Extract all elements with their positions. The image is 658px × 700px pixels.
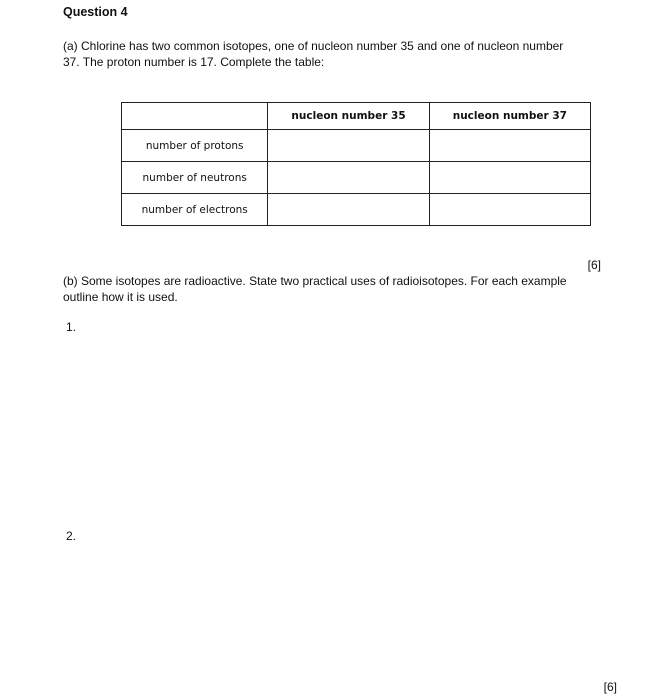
answer-label-1: 1.: [66, 320, 77, 334]
cell-protons-37[interactable]: [429, 130, 590, 162]
part-a-prompt: (a) Chlorine has two common isotopes, one of nucleon number 35 and one of nucleon number 37. The proton number is 17. Complete the table:: [63, 39, 564, 69]
cell-neutrons-37[interactable]: [429, 162, 590, 194]
cell-electrons-35[interactable]: [268, 194, 429, 226]
table-header-nucleon-37: nucleon number 37: [429, 103, 590, 130]
table-row: [122, 130, 591, 162]
isotope-table: [121, 102, 591, 226]
part-b-prompt: (b) Some isotopes are radioactive. State two practical uses of radioisotopes. For each example outline how it is used.: [63, 274, 567, 304]
row-label-protons: number of protons: [122, 130, 268, 162]
table-header-nucleon-35: nucleon number 35: [268, 103, 429, 130]
table-header-row: [122, 103, 591, 130]
row-label-neutrons: number of neutrons: [122, 162, 268, 194]
table-row: [122, 162, 591, 194]
question-title: Question 4: [63, 5, 128, 19]
answer-label-2: 2.: [66, 529, 77, 543]
cell-electrons-37[interactable]: [429, 194, 590, 226]
table-header-blank: [122, 103, 268, 130]
part-b-marks: [6]: [603, 680, 617, 694]
part-a-marks: [6]: [587, 258, 601, 272]
cell-protons-35[interactable]: [268, 130, 429, 162]
table-row: [122, 194, 591, 226]
cell-neutrons-35[interactable]: [268, 162, 429, 194]
row-label-electrons: number of electrons: [122, 194, 268, 226]
